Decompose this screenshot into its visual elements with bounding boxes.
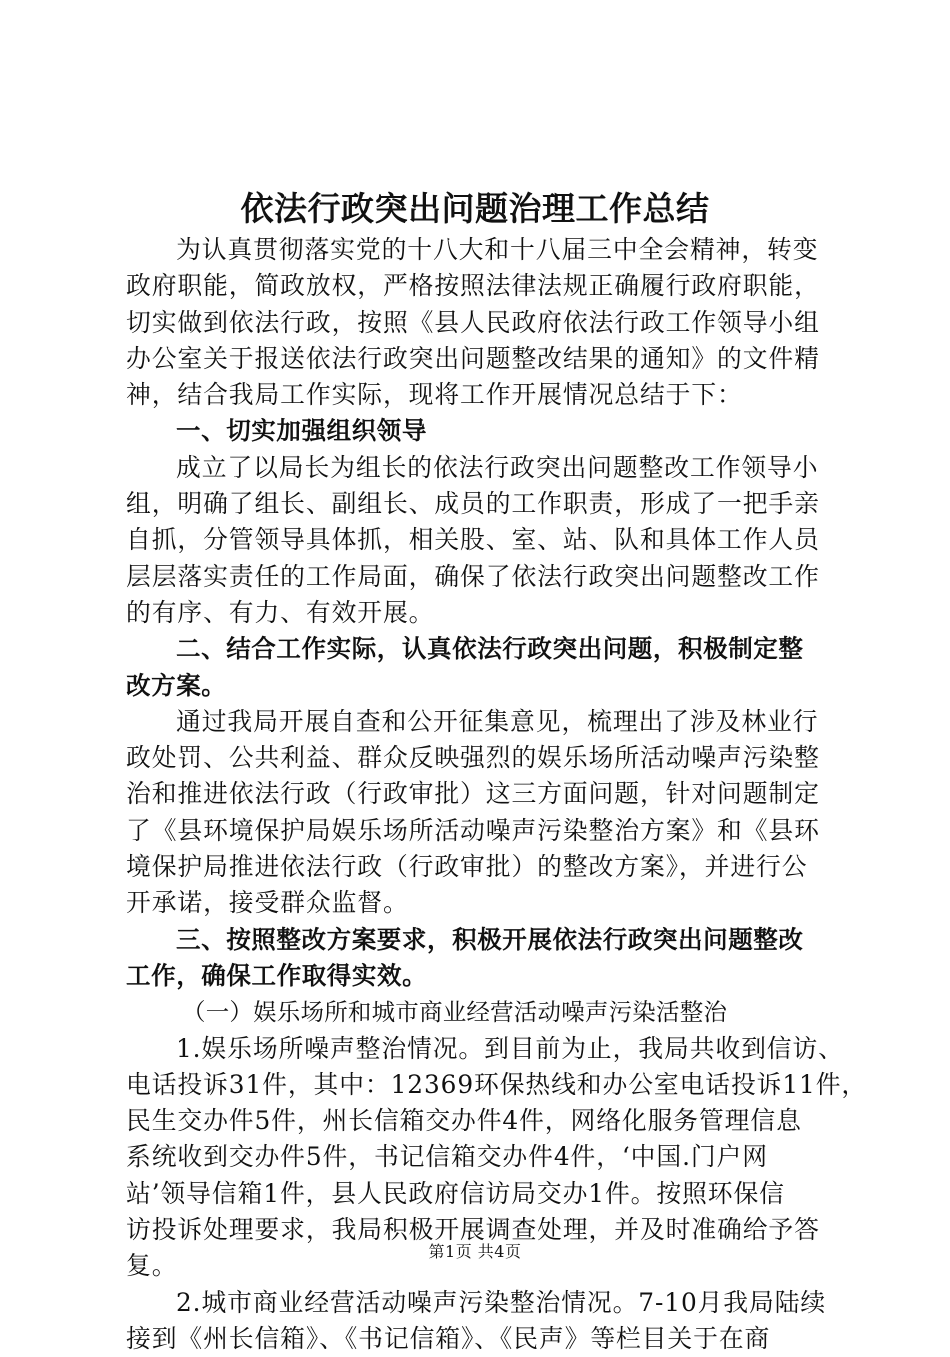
paragraph-line: 2.城市商业经营活动噪声污染整治情况。7-10月我局陆续 bbox=[176, 1287, 827, 1317]
paragraph-line: 接到《州长信箱》、《书记信箱》、《民声》等栏目关于在商 bbox=[126, 1323, 771, 1353]
paragraph-line: 神，结合我局工作实际，现将工作开展情况总结于下： bbox=[126, 380, 743, 410]
section-heading: 改方案。 bbox=[126, 670, 227, 700]
paragraph-line: 切实做到依法行政，按照《县人民政府依法行政工作领导小组 bbox=[126, 307, 820, 337]
section-heading: 一、切实加强组织领导 bbox=[176, 416, 427, 446]
paragraph-line: 电话投诉31件，其中：12369环保热线和办公室电话投诉11件， bbox=[126, 1069, 868, 1099]
paragraph-line: 访投诉处理要求，我局积极开展调查处理，并及时准确给予答 bbox=[126, 1215, 820, 1245]
section-heading: 工作，确保工作取得实效。 bbox=[126, 960, 428, 990]
paragraph-line: 政处罚、公共利益、群众反映强烈的娱乐场所活动噪声污染整 bbox=[126, 743, 820, 773]
paragraph-line: 的有序、有力、有效开展。 bbox=[126, 597, 435, 627]
paragraph-line: 治和推进依法行政（行政审批）这三方面问题，针对问题制定 bbox=[126, 779, 820, 809]
paragraph-line: 复。 bbox=[126, 1251, 178, 1281]
section-heading: 三、按照整改方案要求，积极开展依法行政突出问题整改 bbox=[176, 924, 804, 954]
paragraph-line: 办公室关于报送依法行政突出问题整改结果的通知》的文件精 bbox=[126, 343, 820, 373]
section-heading: 二、结合工作实际，认真依法行政突出问题，积极制定整 bbox=[176, 634, 804, 664]
paragraph-line: 了《县环境保护局娱乐场所活动噪声污染整治方案》和《县环 bbox=[126, 815, 820, 845]
paragraph-line: 为认真贯彻落实党的十八大和十八届三中全会精神，转变 bbox=[176, 235, 819, 264]
paragraph-line: 1.娱乐场所噪声整治情况。到目前为止，我局共收到信访、 bbox=[176, 1033, 844, 1063]
paragraph-line: 组，明确了组长、副组长、成员的工作职责，形成了一把手亲 bbox=[126, 489, 820, 519]
page-footer: 第1页 共4页 bbox=[428, 1242, 522, 1261]
paragraph-line: 民生交办件5件，州长信箱交办件4件，网络化服务管理信息 bbox=[126, 1106, 802, 1136]
document-body bbox=[126, 232, 868, 1357]
paragraph-line: 境保护局推进依法行政（行政审批）的整改方案》，并进行公 bbox=[126, 852, 808, 882]
paragraph-line: 系统收到交办件5件，书记信箱交办件4件，‘中国.门户网 bbox=[126, 1142, 768, 1172]
paragraph-line: 通过我局开展自查和公开征集意见，梳理出了涉及林业行 bbox=[176, 706, 819, 736]
paragraph-line: 开承诺，接受群众监督。 bbox=[126, 888, 409, 918]
paragraph-line: 层层落实责任的工作局面，确保了依法行政突出问题整改工作 bbox=[126, 561, 820, 591]
paragraph-line: 成立了以局长为组长的依法行政突出问题整改工作领导小 bbox=[176, 452, 819, 482]
paragraph-line: 自抓，分管领导具体抓，相关股、室、站、队和具体工作人员 bbox=[126, 525, 820, 555]
paragraph-line: 站’领导信箱1件，县人民政府信访局交办1件。按照环保信 bbox=[126, 1178, 785, 1208]
subsection-heading: （一）娱乐场所和城市商业经营活动噪声污染活整治 bbox=[182, 998, 728, 1027]
paragraph-line: 政府职能，简政放权，严格按照法律法规正确履行政府职能， bbox=[126, 271, 820, 301]
document-title: 依法行政突出问题治理工作总结 bbox=[240, 189, 710, 228]
